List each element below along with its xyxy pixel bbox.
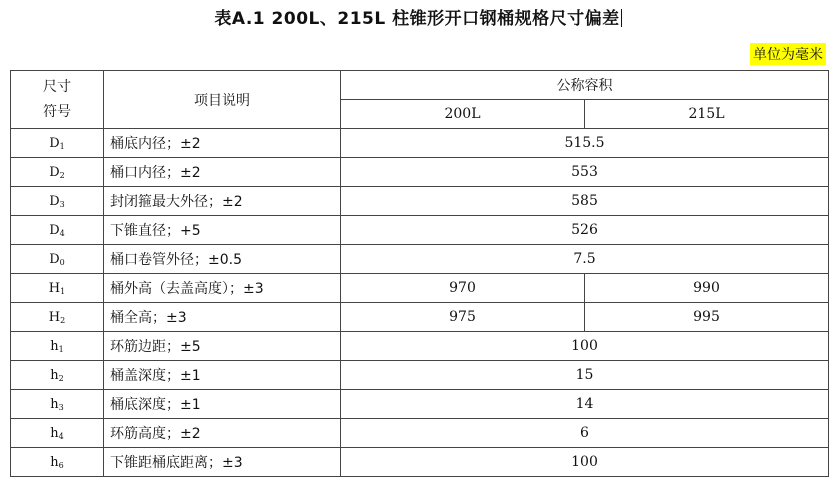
row-value: 100: [341, 448, 829, 477]
row-description: 桶全高；±3: [104, 303, 341, 332]
symbol-subscript: 1: [59, 141, 65, 151]
table-row: [11, 332, 829, 361]
row-symbol: [11, 361, 104, 390]
row-value-215l: 990: [585, 274, 829, 303]
row-symbol: [11, 129, 104, 158]
symbol-subscript: 2: [59, 170, 65, 180]
symbol-subscript: 4: [58, 431, 64, 441]
symbol-subscript: 3: [58, 402, 64, 412]
header-symbol-line1: 尺寸: [43, 78, 71, 95]
row-value-200l: 970: [341, 274, 585, 303]
row-symbol: [11, 303, 104, 332]
row-description: 下锥直径；+5: [104, 216, 341, 245]
header-215l: 215L: [585, 100, 829, 129]
header-symbol: [11, 71, 104, 129]
row-value: 515.5: [341, 129, 829, 158]
symbol-letter: H: [48, 309, 61, 325]
symbol-subscript: 6: [58, 460, 64, 470]
table-row: [11, 187, 829, 216]
table-row: [11, 129, 829, 158]
row-description: 桶盖深度；±1: [104, 361, 341, 390]
symbol-letter: h: [50, 454, 59, 470]
table-body: [11, 129, 829, 477]
row-symbol: [11, 245, 104, 274]
table-row: [11, 245, 829, 274]
symbol-subscript: 2: [58, 373, 64, 383]
table-row: [11, 158, 829, 187]
row-value: 553: [341, 158, 829, 187]
row-symbol: [11, 332, 104, 361]
row-value: 7.5: [341, 245, 829, 274]
row-symbol: [11, 187, 104, 216]
row-description: 环筋边距；±5: [104, 332, 341, 361]
row-description: 桶底深度；±1: [104, 390, 341, 419]
table-row: [11, 448, 829, 477]
row-value: 526: [341, 216, 829, 245]
symbol-letter: D: [49, 193, 60, 209]
row-symbol: [11, 274, 104, 303]
row-value: 15: [341, 361, 829, 390]
symbol-letter: h: [50, 425, 59, 441]
symbol-letter: h: [50, 338, 59, 354]
title-text: 表A.1 200L、215L 柱锥形开口钢桶规格尺寸偏差: [214, 9, 620, 29]
row-description: 桶口卷管外径；±0.5: [104, 245, 341, 274]
unit-note: 单位为毫米: [750, 43, 826, 65]
row-description: 封闭箍最大外径；±2: [104, 187, 341, 216]
spec-table: [10, 70, 829, 477]
row-symbol: [11, 419, 104, 448]
symbol-subscript: 1: [58, 344, 64, 354]
row-description: 环筋高度；±2: [104, 419, 341, 448]
row-symbol: [11, 158, 104, 187]
row-value: 100: [341, 332, 829, 361]
header-item: 项目说明: [104, 71, 341, 129]
text-cursor: [621, 9, 622, 27]
row-symbol: [11, 448, 104, 477]
row-symbol: [11, 216, 104, 245]
row-description: 桶底内径；±2: [104, 129, 341, 158]
row-description: 桶外高（去盖高度）；±3: [104, 274, 341, 303]
table-title: [0, 4, 836, 29]
row-value: 14: [341, 390, 829, 419]
symbol-letter: D: [49, 164, 60, 180]
table-row: [11, 361, 829, 390]
table-row: [11, 303, 829, 332]
table-row: [11, 216, 829, 245]
symbol-subscript: 0: [59, 257, 65, 267]
header-symbol-line2: 符号: [43, 103, 71, 120]
symbol-letter: D: [49, 222, 60, 238]
symbol-subscript: 1: [60, 286, 66, 296]
symbol-subscript: 3: [59, 199, 65, 209]
row-value: 6: [341, 419, 829, 448]
symbol-subscript: 4: [59, 228, 65, 238]
table-row: [11, 390, 829, 419]
row-value-215l: 995: [585, 303, 829, 332]
symbol-letter: h: [50, 396, 59, 412]
row-description: 下锥距桶底距离；±3: [104, 448, 341, 477]
row-value: 585: [341, 187, 829, 216]
header-200l: 200L: [341, 100, 585, 129]
table-row: [11, 419, 829, 448]
symbol-subscript: 2: [60, 315, 66, 325]
table-row: [11, 274, 829, 303]
header-nominal-volume: 公称容积: [341, 71, 829, 100]
symbol-letter: h: [50, 367, 59, 383]
symbol-letter: H: [48, 280, 61, 296]
symbol-letter: D: [49, 251, 60, 267]
symbol-letter: D: [49, 135, 60, 151]
row-description: 桶口内径；±2: [104, 158, 341, 187]
row-symbol: [11, 390, 104, 419]
row-value-200l: 975: [341, 303, 585, 332]
